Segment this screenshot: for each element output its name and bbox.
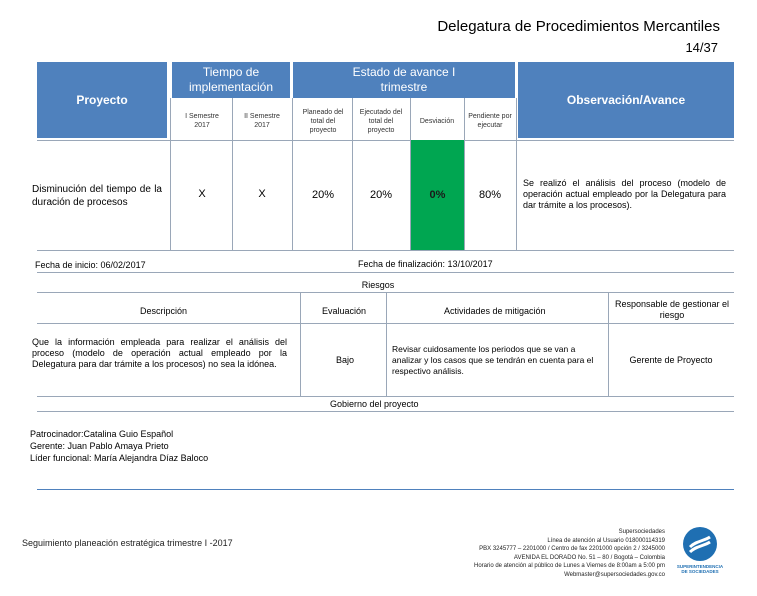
footer-line: AVENIDA EL DORADO No. 51 – 80 / Bogotá – Colombia (513, 554, 665, 561)
footer-line: Horario de atención al público de Lunes a Viernes de 8:00am a 5:00 pm (473, 563, 665, 569)
riesgo-responsable: Gerente de Proyecto (629, 355, 713, 365)
riesgos-col-responsable: Responsable de gestionar el riesgo (614, 299, 730, 320)
grid-line (170, 98, 171, 250)
divider (37, 396, 734, 397)
riesgos-col-actividades: Actividades de mitigación (444, 306, 546, 316)
grid-line (608, 293, 609, 396)
lider-funcional: Líder funcional: María Alejandra Díaz Baloco (30, 453, 209, 463)
grid-line (352, 98, 353, 250)
subheader-ejecutado: Ejecutado del total del proyecto (359, 108, 403, 134)
subheader-desviacion: Desviación (419, 117, 455, 125)
row-sem1: X (198, 188, 206, 200)
row-proyecto: Disminución del tiempo de la duración de procesos (32, 184, 162, 208)
header-tiempo: Tiempo de implementación (172, 62, 290, 98)
patrocinador: Patrocinador:Catalina Guio Español (30, 429, 174, 439)
grid-line (232, 98, 233, 250)
footer-line: Webmaster@supersociedades.gov.co (564, 571, 665, 578)
supersociedades-logo (675, 526, 725, 582)
logo-text: SUPERINTENDENCIA DE SOCIEDADES (676, 564, 724, 574)
fecha-inicio: Fecha de inicio: 06/02/2017 (35, 260, 146, 270)
riesgos-col-evaluacion: Evaluación (322, 306, 367, 316)
grid-line (464, 98, 465, 250)
footer-line: PBX 3245777 – 2201000 / Centro de fax 2201000 opción 2 / 3245000 (479, 546, 665, 552)
grid-line (37, 323, 734, 324)
page-number: 14/37 (685, 40, 718, 55)
gobierno-title: Gobierno del proyecto (330, 399, 419, 409)
riesgo-actividades: Revisar cuidosamente los periodos que se van a analizar y los casos que se tendrán en cuenta para el respectivo análisis. (392, 344, 594, 376)
divider (37, 272, 734, 273)
grid-line (292, 98, 293, 250)
row-ejecutado: 20% (369, 189, 393, 201)
riesgos-title: Riesgos (361, 280, 395, 290)
riesgos-col-descripcion: Descripción (140, 306, 188, 316)
subheader-sem2: II Semestre 2017 (244, 113, 280, 129)
subheader-sem1: I Semestre 2017 (185, 113, 219, 129)
row-observacion: Se realizó el análisis del proceso (modelo de operación actual empleado por la Delegatura para dar trámite a los procesos). (523, 178, 726, 210)
footer-line: Línea de atención al Usuario 018000114319 (547, 537, 665, 544)
riesgo-descripcion: Que la información empleada para realizar el análisis del proceso (modelo de operación actual empleado por la Delegatura para dar trámite a los procesos) no sea la idónea. (32, 337, 287, 369)
desviacion-value: 0% (429, 189, 446, 201)
riesgo-evaluacion: Bajo (336, 355, 355, 365)
footer-left-text: Seguimiento planeación estratégica trimestre I -2017 (22, 538, 233, 548)
row-pendiente: 80% (478, 189, 502, 201)
logo-icon (682, 526, 718, 562)
divider (37, 411, 734, 412)
footer-divider (37, 489, 734, 490)
grid-line (300, 293, 301, 396)
footer-line: Supersociedades (618, 529, 665, 535)
header-estado: Estado de avance I trimestre (293, 62, 515, 98)
header-proyecto: Proyecto (37, 62, 167, 138)
row-desviacion (411, 140, 464, 250)
grid-line (516, 98, 517, 250)
header-observacion: Observación/Avance (518, 62, 734, 138)
footer-contact (420, 528, 665, 579)
gerente: Gerente: Juan Pablo Amaya Prieto (30, 441, 169, 451)
page-title: Delegatura de Procedimientos Mercantiles (437, 18, 720, 35)
grid-line (37, 140, 734, 141)
fecha-fin: Fecha de finalización: 13/10/2017 (358, 259, 493, 269)
subheader-pendiente: Pendiente por ejecutar (468, 113, 512, 129)
row-sem2: X (258, 188, 266, 200)
row-planeado: 20% (311, 189, 335, 201)
grid-line (37, 250, 734, 251)
grid-line (386, 293, 387, 396)
subheader-planeado: Planeado del total del proyecto (302, 108, 344, 134)
